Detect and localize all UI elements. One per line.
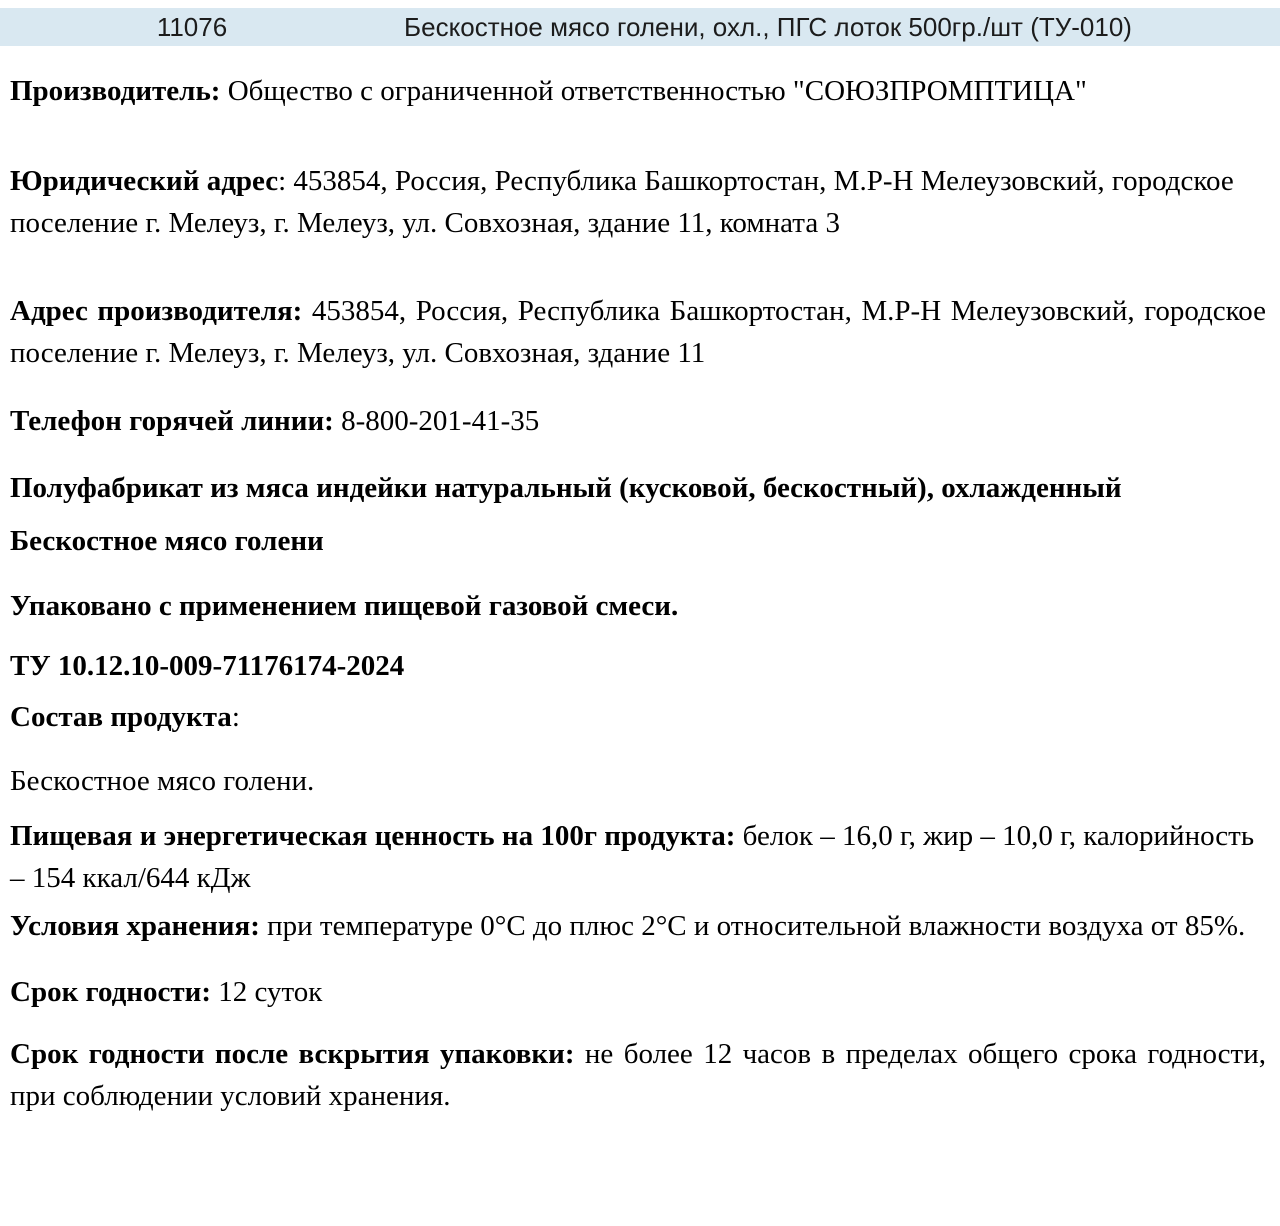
shelf-life-paragraph [10, 971, 1266, 1013]
composition-value-paragraph [10, 760, 1266, 802]
packaging-note-text: Упаковано с применением пищевой газовой смеси. [10, 590, 679, 622]
hotline-phone-label: Телефон горячей линии: [10, 405, 334, 437]
tu-standard-text: ТУ 10.12.10-009-71176174-2024 [10, 650, 405, 682]
product-name-paragraph [10, 520, 1266, 562]
legal-address-label: Юридический адрес [10, 165, 279, 197]
composition-heading-paragraph [10, 696, 1266, 738]
product-name-text: Бескостное мясо голени [10, 525, 324, 557]
nutrition-value: белок – 16,0 г, жир – 10,0 г, калорийность – 154 ккал/644 кДж [10, 820, 1255, 894]
composition-heading-label: Состав продукта [10, 701, 232, 733]
product-type-paragraph [10, 467, 1266, 509]
product-title: Бескостное мясо голени, охл., ПГС лоток 500гр./шт (ТУ-010) [404, 11, 1132, 42]
product-details [0, 70, 1280, 1117]
product-type-text: Полуфабрикат из мяса индейки натуральный (кусковой, бескостный), охлажденный [10, 472, 1122, 504]
product-code: 11076 [156, 11, 228, 42]
shelf-life-after-opening-paragraph [10, 1033, 1266, 1117]
legal-address-value: : 453854, Россия, Республика Башкортостан, М.Р-Н Мелеузовский, городское поселение г. Мелеуз, г. Мелеуз, ул. Совхозная, здание 11, комната 3 [10, 165, 1234, 239]
composition-value-text: Бескостное мясо голени. [10, 765, 315, 797]
legal-address-paragraph [10, 160, 1266, 244]
producer-paragraph [10, 70, 1266, 112]
composition-heading-colon: : [231, 701, 240, 733]
product-spec-page [0, 8, 1280, 1117]
shelf-life-after-opening-value: не более 12 часов в пределах общего срока годности, при соблюдении условий хранения. [10, 1038, 1266, 1112]
tu-standard-paragraph [10, 645, 1266, 687]
producer-label: Производитель: [10, 75, 221, 107]
producer-value: Общество с ограниченной ответственностью "СОЮЗПРОМПТИЦА" [220, 75, 1087, 107]
storage-conditions-value: при температуре 0°С до плюс 2°С и относительной влажности воздуха от 85%. [259, 910, 1246, 942]
manufacturer-address-value: 453854, Россия, Республика Башкортостан, М.Р-Н Мелеузовский, городское поселение г. Мелеуз, г. Мелеуз, ул. Совхозная, здание 11 [10, 295, 1267, 369]
nutrition-paragraph [10, 815, 1266, 899]
hotline-phone-paragraph [10, 400, 1266, 442]
shelf-life-value: 12 суток [211, 976, 323, 1008]
manufacturer-address-paragraph [10, 290, 1266, 374]
storage-conditions-paragraph [10, 905, 1266, 947]
nutrition-label: Пищевая и энергетическая ценность на 100г продукта: [10, 820, 736, 852]
manufacturer-address-label: Адрес производителя: [10, 295, 303, 327]
shelf-life-after-opening-label: Срок годности после вскрытия упаковки: [10, 1038, 575, 1070]
hotline-phone-value: 8-800-201-41-35 [333, 405, 540, 437]
storage-conditions-label: Условия хранения: [10, 910, 260, 942]
packaging-note-paragraph [10, 585, 1266, 627]
product-header-bar [0, 8, 1280, 46]
shelf-life-label: Срок годности: [10, 976, 212, 1008]
